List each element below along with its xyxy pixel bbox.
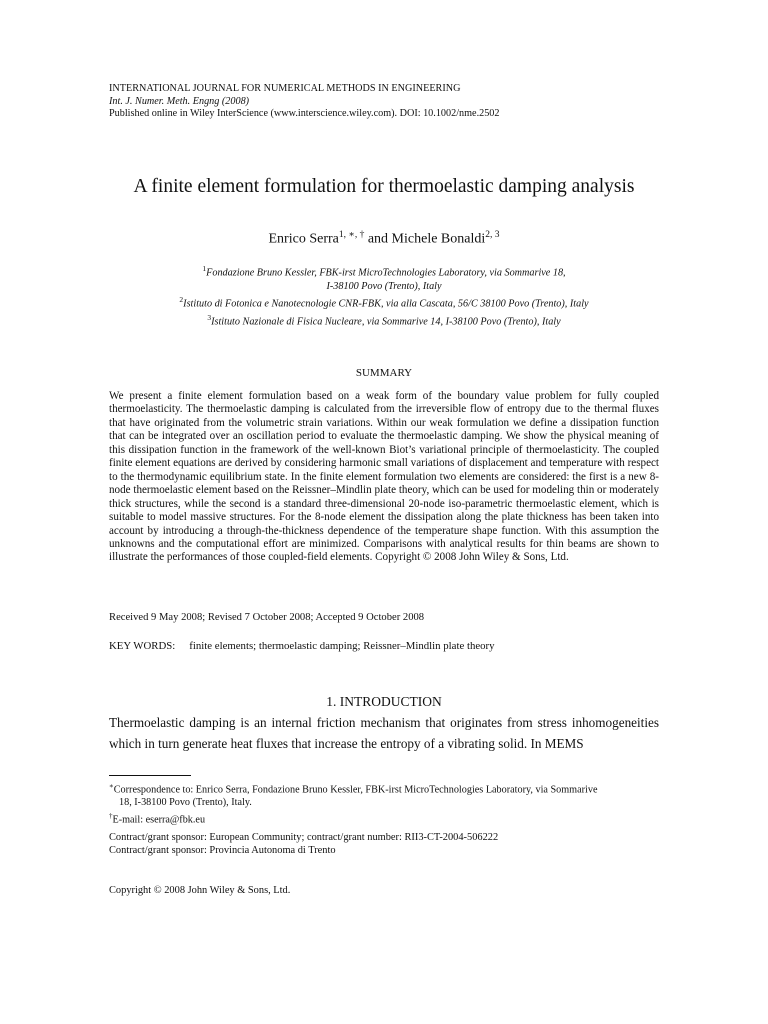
publication-info: Published online in Wiley InterScience (www.interscience.wiley.com). DOI: 10.1002/nme.2502 (109, 108, 500, 120)
affiliation-line (0, 262, 768, 280)
paper-title: A finite element formulation for thermoelastic damping analysis (133, 176, 635, 197)
affiliation-line: I-38100 Povo (Trento), Italy (326, 280, 442, 292)
footnote-rule (109, 775, 191, 776)
footnote-text: Correspondence to: Enrico Serra, Fondazione Bruno Kessler, FBK-irst MicroTechnologies Laboratory, via Sommarive (113, 784, 598, 796)
author-name: Michele Bonaldi (391, 231, 486, 247)
summary-heading: SUMMARY (355, 367, 413, 379)
affiliation-text: Istituto Nazionale di Fisica Nucleare, via Sommarive 14, I-38100 Povo (Trento), Italy (211, 316, 561, 328)
keywords-label: KEY WORDS: (109, 640, 176, 652)
footnote-text: 18, I-38100 Povo (Trento), Italy. (119, 796, 252, 808)
section-heading: 1. INTRODUCTION (326, 694, 442, 709)
affiliation-mark: 3 (207, 313, 212, 322)
grant-line: Contract/grant sponsor: European Community; contract/grant number: RII3-CT-2004-506222 (109, 832, 499, 843)
author-affil-mark: 1, ∗, † (338, 230, 365, 240)
affiliations (0, 262, 768, 329)
footnotes (109, 780, 669, 827)
footnote-mark: ∗ (109, 782, 114, 790)
author-affil-mark: 2, 3 (485, 230, 500, 240)
grant-line: Contract/grant sponsor: Provincia Autonoma di Trento (109, 844, 336, 856)
copyright-notice: Copyright © 2008 John Wiley & Sons, Ltd. (109, 885, 291, 896)
affiliation-text: Istituto di Fotonica e Nanotecnologie CNR-FBK, via alla Cascata, 56/C 38100 Povo (Trento), Italy (183, 298, 589, 310)
footnote-text: E-mail: eserra@fbk.eu (112, 813, 206, 825)
footnote-email (109, 810, 669, 827)
author-list (0, 229, 768, 248)
affiliation-mark: 1 (202, 264, 207, 273)
received-dates: Received 9 May 2008; Revised 7 October 2008; Accepted 9 October 2008 (109, 612, 425, 623)
author-name: Enrico Serra (268, 231, 339, 247)
footnote-correspondence (109, 780, 669, 797)
affiliation-line (0, 293, 768, 311)
journal-name: INTERNATIONAL JOURNAL FOR NUMERICAL METHODS IN ENGINEERING (109, 83, 461, 94)
grant-sponsors (109, 832, 498, 858)
footnote-mark: † (109, 811, 113, 820)
keywords (109, 640, 495, 652)
abstract-text: We present a finite element formulation based on a weak form of the boundary value problem for fully coupled thermoelasticity. The thermoelastic damping is calculated from the irreversible flow of entropy due to the thermal fluxes that have originated from the volumetric strain variations. Within our weak formulation we define a dissipation function that can be integrated over an oscillation period to evaluate the thermoelastic damping. We show the physical meaning of this dissipation function in the framework of the well-known Biot’s variational principle of thermoelasticity. The coupled finite element equations are derived by considering harmonic small variations of displacement and temperature with respect to the thermodynamic equilibrium state. In the finite element formulation two elements are considered: the first is a new 8-node thermoelastic element based on the Reissner–Mindlin plate theory, which can be used for modeling thin or moderately thick structures, while the second is a standard three-dimensional 20-node iso-parametric thermoelastic element, which is suitable to model massive structures. For the 8-node element the dissipation along the plate thickness has been taken into account by introducing a through-the-thickness dependence of the temperature shape function. With this assumption the unknowns and the computational effort are minimized. Comparisons with analytical results for thin beams are shown to illustrate the performances of those coupled-field elements. Copyright © 2008 John Wiley & Sons, Ltd. (109, 390, 659, 564)
affiliation-line (0, 311, 768, 329)
journal-header (109, 83, 669, 121)
author-conjunction: and (364, 231, 392, 247)
journal-abbrev: Int. J. Numer. Meth. Engng (2008) (109, 95, 250, 107)
affiliation-text: Fondazione Bruno Kessler, FBK-irst MicroTechnologies Laboratory, via Sommarive 18, (206, 267, 566, 279)
body-paragraph: Thermoelastic damping is an internal friction mechanism that originates from stress inhomogeneities which in turn generate heat fluxes that increase the entropy of a vibrating solid. In MEMS (109, 715, 659, 751)
keywords-text: finite elements; thermoelastic damping; Reissner–Mindlin plate theory (189, 640, 495, 652)
affiliation-mark: 2 (179, 295, 184, 305)
